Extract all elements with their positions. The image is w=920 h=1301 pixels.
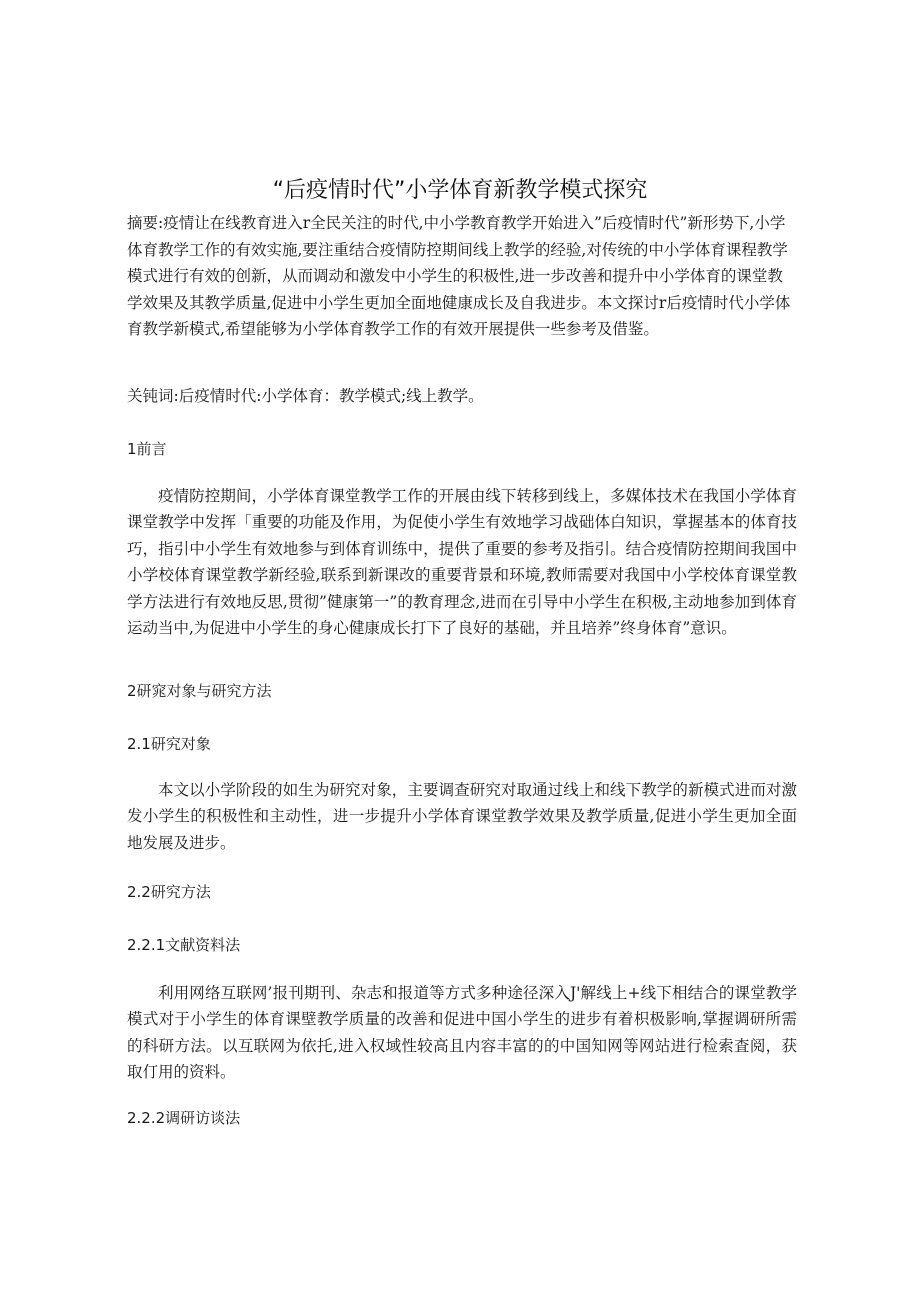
- section-heading-introduction: 1前言: [127, 440, 167, 458]
- section-heading-research-methods: 2.2研究方法: [127, 883, 211, 901]
- research-object-paragraph: 本文以小学阶段的如生为研究对象，主要调查研究对取通过线上和线下教学的新模式进而对激发小学生的积极性和主动性，进一步提升小学体育课堂教学效果及教学质量,促进小学生更加全面地发展及进步。: [127, 781, 797, 852]
- keywords-line: 关钝词:后疫情时代:小学体育：教学模式;线上教学。: [127, 387, 484, 405]
- introduction-paragraph: 疫情防控期间，小学体育课堂教学工作的开展由线下转移到线上，多媒体技术在我国小学体育课堂教学中发挥「重要的功能及作用，为促使小学生有效地学习战础体白知识，掌握基本的体育技巧，指引中小学生有效地参与到体育训练中，提供了重要的参考及指引。结合疫情防控期间我国中小学校体育课堂教学新经验,联系到新课改的重要背景和环境,教师需要对我国中小学校体育课堂教学方法进行有效地反思,贯彻”健康第一”的教育理念,进而在引导中小学生在积极,主动地参加到体育运动当中,为促进中小学生的身心健康成长打下了良好的基础，并且培养”终身体育”意识。: [127, 487, 797, 638]
- section-heading-research-object: 2.1研究对象: [127, 735, 211, 753]
- section-heading-interview-method: 2.2.2调研访谈法: [127, 1109, 241, 1127]
- section-heading-objects-methods: 2研窕对象与研究方法: [127, 682, 272, 700]
- document-title: “后疫情时代”小学体育新教学模式探究: [272, 178, 648, 203]
- section-heading-literature-method: 2.2.1文献资料法: [127, 936, 241, 954]
- abstract-paragraph: 摘要:疫情让在线教育进入r全民关注的时代,中小学教育教学开始进入”后疫情时代”新形势下,小学体育教学工作的有效实施,要注重结合疫情防控期间线上教学的经验,对传统的中小学体育课程教学模式进行有效的创新，从而调动和激发中小学生的积极性,进一步改善和提升中小学体育的课堂教学效果及其教学质量,促进中小学生更加全面地健康成长及自我进步。本文探讨r后疫情时代小学体育教学新模式,希望能够为小学体育教学工作的有效开展提供一些参考及借鉴。: [127, 214, 791, 338]
- literature-method-paragraph: 利用网络互联网’报刊期刊、杂志和报道等方式多种途径深入J'解线上+线下相结合的课堂教学模式对于小学生的体育课壁教学质量的改善和促进中国小学生的进步有着枳极影响,掌握调研所需的科研方法。以互联网为依托,进入权域性较高且内容丰富的的中国知网等网站进行检索査阅，获取仃用的资料。: [127, 984, 797, 1082]
